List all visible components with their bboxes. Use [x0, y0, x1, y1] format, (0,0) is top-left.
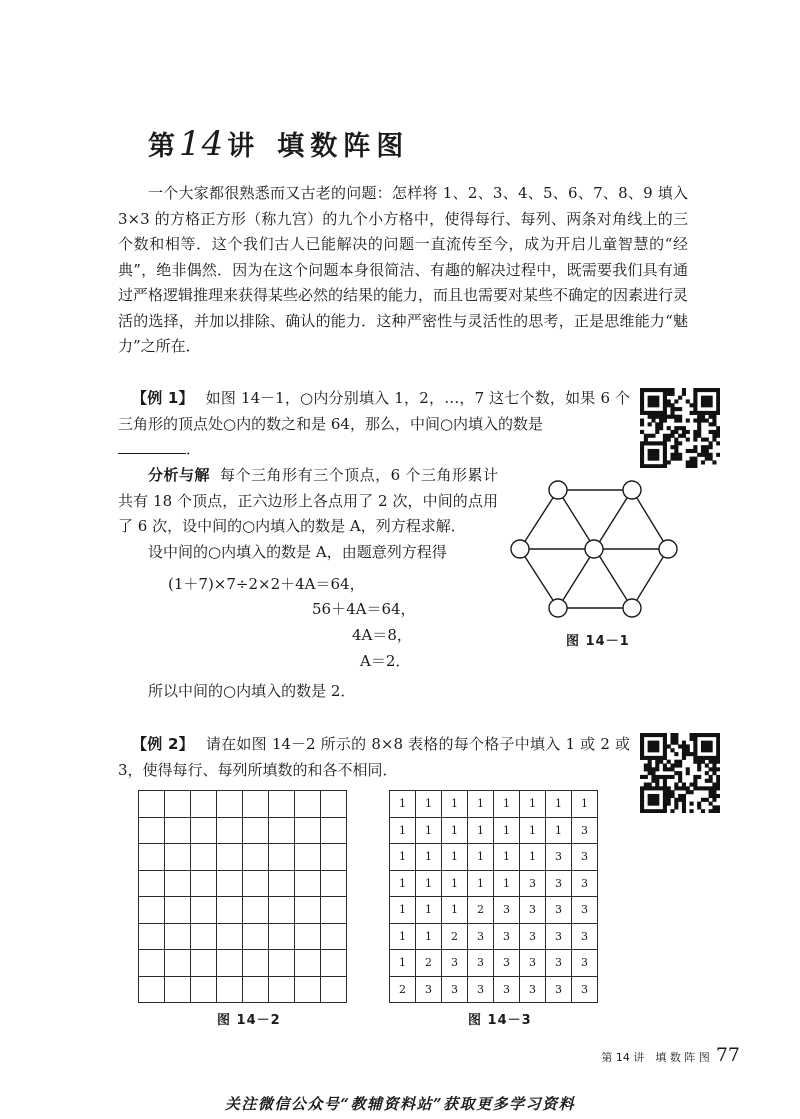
filled-cell: 1 [468, 844, 494, 871]
example2-tag: 【例 2】 [132, 735, 194, 753]
empty-cell[interactable] [217, 897, 243, 924]
grid-row [390, 897, 598, 924]
empty-cell[interactable] [243, 844, 269, 871]
empty-cell[interactable] [139, 817, 165, 844]
filled-cell: 1 [416, 923, 442, 950]
empty-grid [138, 790, 347, 1003]
example1-problem-text: 如图 14－1，○内分别填入 1，2，…，7 这七个数，如果 6 个三角形的顶点处○内的数之和是 64，那么，中间○内填入的数是 [118, 389, 630, 433]
filled-cell: 1 [442, 897, 468, 924]
grid-row [139, 817, 347, 844]
empty-cell[interactable] [295, 950, 321, 977]
filled-cell: 3 [546, 844, 572, 871]
filled-cell: 1 [442, 791, 468, 818]
empty-cell[interactable] [165, 950, 191, 977]
grid-row [390, 791, 598, 818]
filled-cell: 2 [468, 897, 494, 924]
empty-cell[interactable] [243, 791, 269, 818]
empty-cell[interactable] [191, 976, 217, 1003]
title-heading: 填数阵图 [277, 131, 410, 162]
empty-cell[interactable] [191, 844, 217, 871]
empty-cell[interactable] [321, 897, 347, 924]
filled-cell: 3 [572, 923, 598, 950]
filled-cell: 1 [416, 791, 442, 818]
node-circle [549, 599, 567, 617]
empty-cell[interactable] [243, 950, 269, 977]
empty-cell[interactable] [269, 950, 295, 977]
filled-cell: 1 [494, 791, 520, 818]
grid-row [139, 976, 347, 1003]
empty-cell[interactable] [191, 923, 217, 950]
filled-cell: 2 [442, 923, 468, 950]
lecture-number: 14 [179, 124, 225, 164]
example1-tag: 【例 1】 [132, 389, 194, 407]
filled-cell: 2 [390, 976, 416, 1003]
empty-cell[interactable] [217, 817, 243, 844]
empty-cell[interactable] [295, 844, 321, 871]
empty-cell[interactable] [321, 870, 347, 897]
filled-cell: 3 [572, 817, 598, 844]
filled-cell: 1 [572, 791, 598, 818]
empty-cell[interactable] [165, 817, 191, 844]
empty-cell[interactable] [243, 923, 269, 950]
filled-cell: 3 [572, 950, 598, 977]
filled-cell: 1 [494, 844, 520, 871]
filled-cell: 3 [442, 976, 468, 1003]
page-title [148, 124, 409, 164]
empty-cell[interactable] [269, 870, 295, 897]
grid-row [139, 950, 347, 977]
empty-cell[interactable] [295, 897, 321, 924]
filled-cell: 1 [468, 791, 494, 818]
equation-1: (1＋7)×7÷2×2＋4A＝64， [168, 575, 365, 593]
grid-row [139, 923, 347, 950]
equation-3: 4A＝8， [352, 626, 412, 644]
intro-paragraph: 一个大家都很熟悉而又古老的问题：怎样将 1、2、3、4、5、6、7、8、9 填入 3×3 的方格正方形（称九宫）的九个小方格中，使得每行、每列、两条对角线上的三个数和相等．这个我们古人已能解决的问题一直流传至今，成为开启儿童智慧的“经典”，绝非偶然．因为在这个问题本身很简洁、有趣的解决过程中，既需要我们具有通过严格逻辑推理来获得某些必然的结果的能力，而且也需要对某些不确定的因素进行灵活的选择，并加以排除、确认的能力．这种严密性与灵活性的思考，正是思维能力“魅力”之所在． [118, 184, 689, 355]
empty-cell[interactable] [191, 950, 217, 977]
intro-section [118, 181, 688, 360]
empty-cell[interactable] [321, 976, 347, 1003]
empty-cell[interactable] [269, 976, 295, 1003]
equation-4: A＝2． [360, 652, 411, 670]
node-circle [549, 481, 567, 499]
empty-cell[interactable] [295, 817, 321, 844]
filled-cell: 3 [494, 897, 520, 924]
empty-cell[interactable] [295, 976, 321, 1003]
filled-cell: 3 [468, 976, 494, 1003]
example1-end: ． [186, 440, 202, 458]
filled-cell: 3 [520, 870, 546, 897]
filled-cell: 3 [546, 897, 572, 924]
filled-cell: 3 [520, 976, 546, 1003]
empty-cell[interactable] [139, 870, 165, 897]
empty-cell[interactable] [139, 897, 165, 924]
empty-cell[interactable] [217, 923, 243, 950]
filled-cell: 3 [572, 844, 598, 871]
empty-cell[interactable] [191, 897, 217, 924]
filled-cell: 3 [520, 923, 546, 950]
grid-row [139, 844, 347, 871]
empty-cell[interactable] [269, 791, 295, 818]
filled-cell: 1 [546, 817, 572, 844]
empty-cell[interactable] [139, 791, 165, 818]
filled-cell: 3 [520, 950, 546, 977]
empty-cell[interactable] [139, 923, 165, 950]
filled-cell: 3 [546, 976, 572, 1003]
filled-cell: 1 [442, 870, 468, 897]
edge [632, 490, 668, 549]
filled-cell: 1 [390, 817, 416, 844]
empty-cell[interactable] [165, 791, 191, 818]
empty-cell[interactable] [321, 791, 347, 818]
empty-cell[interactable] [139, 950, 165, 977]
filled-cell: 1 [390, 923, 416, 950]
empty-cell[interactable] [269, 897, 295, 924]
filled-cell: 1 [520, 791, 546, 818]
figure-14-1-caption: 图 14－1 [566, 634, 630, 649]
edge [520, 490, 558, 549]
filled-cell: 3 [572, 976, 598, 1003]
empty-cell[interactable] [191, 870, 217, 897]
figure-14-2-caption: 图 14－2 [217, 1013, 281, 1028]
filled-cell: 1 [520, 844, 546, 871]
edge [632, 549, 668, 608]
node-circle [623, 481, 641, 499]
filled-cell: 1 [416, 817, 442, 844]
example1-problem [118, 386, 630, 463]
filled-cell: 3 [546, 950, 572, 977]
answer-blank [118, 437, 186, 454]
example2-problem [118, 732, 630, 783]
equation-2: 56＋4A＝64， [312, 600, 416, 618]
empty-cell[interactable] [269, 923, 295, 950]
grid-row [390, 817, 598, 844]
empty-cell[interactable] [165, 897, 191, 924]
empty-cell[interactable] [321, 817, 347, 844]
edge [520, 549, 558, 608]
qr-code-1[interactable] [640, 388, 720, 468]
empty-cell[interactable] [217, 791, 243, 818]
filled-cell: 1 [416, 897, 442, 924]
empty-cell[interactable] [295, 870, 321, 897]
empty-cell[interactable] [191, 817, 217, 844]
node-circle [659, 540, 677, 558]
filled-cell: 3 [546, 870, 572, 897]
grid-row [139, 870, 347, 897]
filled-cell: 3 [572, 897, 598, 924]
running-head: 第 14 讲 填 数 阵 图 [601, 1051, 710, 1064]
empty-cell[interactable] [321, 923, 347, 950]
filled-cell: 3 [442, 950, 468, 977]
empty-cell[interactable] [165, 870, 191, 897]
filled-grid [389, 790, 598, 1003]
empty-cell[interactable] [243, 976, 269, 1003]
watermark-text: 关注微信公众号“教辅资料站”获取更多学习资料 [224, 1095, 576, 1113]
empty-cell[interactable] [243, 897, 269, 924]
filled-cell: 3 [494, 950, 520, 977]
grid-row [390, 870, 598, 897]
node-circle [623, 599, 641, 617]
hexagon-diagram [510, 475, 680, 625]
filled-cell: 1 [494, 870, 520, 897]
filled-cell: 1 [468, 817, 494, 844]
filled-cell: 1 [390, 844, 416, 871]
filled-cell: 3 [572, 870, 598, 897]
empty-cell[interactable] [295, 791, 321, 818]
filled-cell: 1 [390, 950, 416, 977]
center-node-circle [585, 540, 603, 558]
filled-cell: 1 [468, 870, 494, 897]
qr-code-2[interactable] [640, 733, 720, 813]
figure-14-3-caption: 图 14－3 [468, 1013, 532, 1028]
filled-cell: 1 [416, 844, 442, 871]
filled-cell: 1 [390, 870, 416, 897]
filled-cell: 3 [494, 976, 520, 1003]
filled-cell: 1 [520, 817, 546, 844]
filled-cell: 3 [416, 976, 442, 1003]
empty-cell[interactable] [243, 870, 269, 897]
example1-analysis [118, 463, 498, 565]
setup-text: 设中间的○内填入的数是 A，由题意列方程得 [148, 542, 447, 561]
empty-cell[interactable] [295, 923, 321, 950]
analysis-text: 每个三角形有三个顶点，6 个三角形累计共有 18 个顶点，正六边形上各点用了 2 次，中间的点用了 6 次，设中间的○内填入的数是 A，列方程求解． [118, 466, 498, 535]
filled-cell: 1 [442, 844, 468, 871]
filled-cell: 1 [390, 791, 416, 818]
filled-cell: 3 [468, 950, 494, 977]
empty-cell[interactable] [165, 844, 191, 871]
empty-cell[interactable] [217, 950, 243, 977]
filled-cell: 2 [416, 950, 442, 977]
filled-cell: 3 [494, 923, 520, 950]
empty-cell[interactable] [139, 844, 165, 871]
empty-cell[interactable] [217, 844, 243, 871]
example2-problem-text: 请在如图 14－2 所示的 8×8 表格的每个格子中填入 1 或 2 或 3，使得每行、每列所填数的和各不相同． [118, 735, 630, 779]
title-prefix: 第 [148, 131, 176, 162]
running-footer [601, 1044, 740, 1066]
figure-14-1 [510, 475, 680, 625]
figure-14-2 [138, 790, 347, 1003]
grid-row [390, 923, 598, 950]
filled-cell: 1 [442, 817, 468, 844]
filled-cell: 3 [468, 923, 494, 950]
page-number: 77 [715, 1044, 740, 1066]
node-circle [511, 540, 529, 558]
filled-cell: 3 [546, 923, 572, 950]
grid-row [390, 976, 598, 1003]
filled-cell: 1 [390, 897, 416, 924]
example1-conclusion: 所以中间的○内填入的数是 2． [148, 682, 356, 700]
filled-cell: 1 [416, 870, 442, 897]
empty-cell[interactable] [165, 923, 191, 950]
empty-cell[interactable] [269, 817, 295, 844]
filled-cell: 1 [546, 791, 572, 818]
empty-cell[interactable] [139, 976, 165, 1003]
filled-cell: 1 [494, 817, 520, 844]
grid-row [390, 950, 598, 977]
empty-cell[interactable] [321, 950, 347, 977]
empty-cell[interactable] [165, 976, 191, 1003]
filled-cell: 3 [520, 897, 546, 924]
figure-14-3 [389, 790, 598, 1003]
analysis-label: 分析与解 [148, 466, 211, 484]
grid-row [139, 791, 347, 818]
title-suffix: 讲 [227, 131, 256, 162]
empty-cell[interactable] [269, 844, 295, 871]
grid-row [139, 897, 347, 924]
empty-cell[interactable] [217, 870, 243, 897]
empty-cell[interactable] [321, 844, 347, 871]
empty-cell[interactable] [217, 976, 243, 1003]
grid-row [390, 844, 598, 871]
empty-cell[interactable] [191, 791, 217, 818]
empty-cell[interactable] [243, 817, 269, 844]
